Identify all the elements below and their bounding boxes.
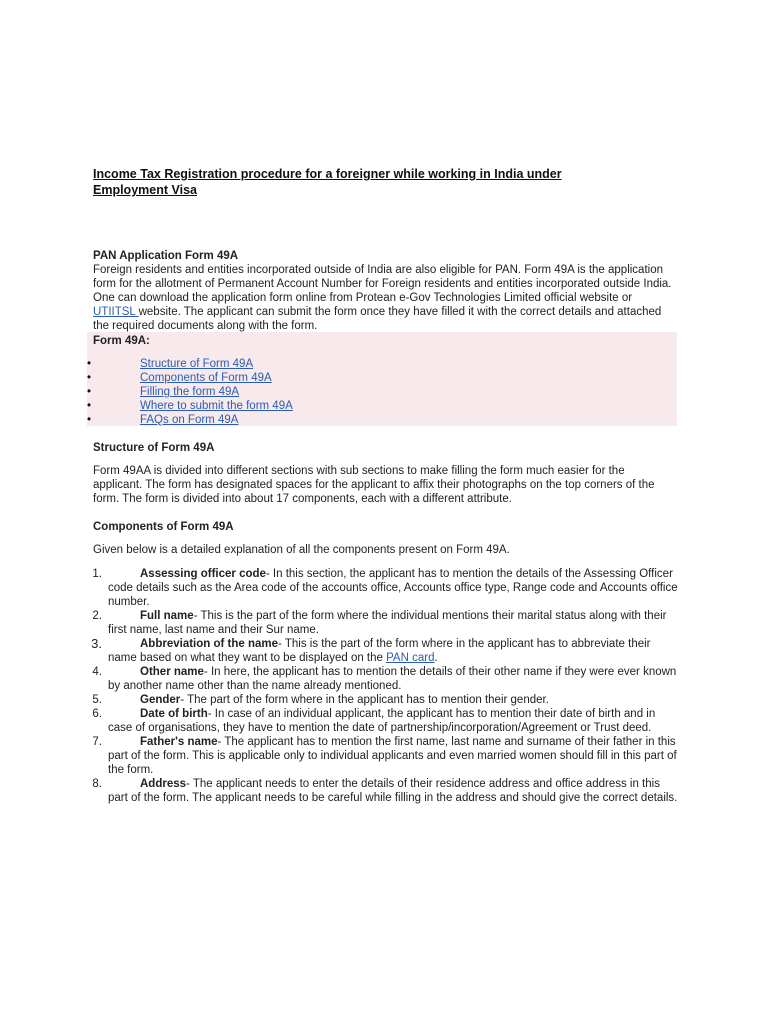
components-heading: Components of Form 49A (93, 521, 234, 533)
item-term: Date of birth (140, 708, 208, 720)
item-desc: - In case of an individual applicant, the applicant has to mention their date of birth and in case of organisations, they have to mention the date of partnership/incorporation/Agreement or Trust deed. (108, 708, 656, 734)
structure-heading: Structure of Form 49A (93, 442, 215, 454)
item-term: Father's name (140, 736, 218, 748)
link-components[interactable]: Components of Form 49A (140, 372, 272, 384)
item-term: Assessing officer code (140, 568, 266, 580)
item-number: 4. (92, 666, 102, 678)
pan-text-1: Foreign residents and entities incorporated outside of India are also eligible for PAN. Form 49A is the application form for the allotment of Permanent Account Number for Foreign residents and entities incorporated outside India. One can download the application form online from Protean e-Gov Technologies Limited official website or (93, 264, 672, 304)
item-desc: - The applicant has to mention the first name, last name and surname of their father in this part of the form. This is applicable only to individual applicants and even married women should fill in this part of the form. (108, 736, 677, 776)
item-term: Abbreviation of the name (140, 638, 279, 650)
form-49a-heading: Form 49A: (93, 335, 150, 347)
item-desc: - The applicant needs to enter the details of their residence address and office address in this part of the form. The applicant needs to be careful while filling in the address and should give the correct details. (108, 778, 678, 804)
item-number: 3. (91, 636, 102, 651)
structure-section (93, 441, 677, 506)
item-term: Other name (140, 666, 204, 678)
document-page (93, 166, 677, 333)
bullet-icon: • (87, 372, 92, 384)
item-desc: - This is the part of the form where in the applicant has to abbreviate their name based on what they want to be displayed on the (108, 638, 651, 664)
item-desc: - In here, the applicant has to mention the details of their other name if they were ever known by another name other than the name already mentioned. (108, 666, 677, 692)
list-item (80, 567, 680, 609)
item-term: Full name (140, 610, 194, 622)
page-title: Income Tax Registration procedure for a foreigner while working in India under Employment Visa (93, 167, 562, 197)
item-desc: - The part of the form where in the applicant has to mention their gender. (180, 694, 549, 706)
pan-text-2: website. The applicant can submit the form once they have filled it with the correct details and attached the required documents along with the form. (93, 306, 662, 332)
link-filling[interactable]: Filling the form 49A (140, 386, 240, 398)
structure-paragraph: Form 49AA is divided into different sections with sub sections to make filling the form much easier for the applicant. The form has designated spaces for the applicant to affix their photographs on the top corners of the form. The form is divided into about 17 components, each with a different attribute. (93, 465, 655, 505)
list-item (80, 735, 680, 777)
item-number: 7. (92, 736, 102, 748)
bullet-icon: • (87, 386, 92, 398)
item-number: 1. (92, 568, 102, 580)
list-item (80, 693, 680, 707)
link-structure[interactable]: Structure of Form 49A (140, 358, 254, 370)
item-desc: - This is the part of the form where the individual mentions their marital status along with their first name, last name and their Sur name. (108, 610, 667, 636)
item-desc-end: . (434, 652, 438, 664)
list-item (80, 777, 680, 805)
item-number: 5. (92, 694, 102, 706)
components-intro: Given below is a detailed explanation of all the components present on Form 49A. (93, 544, 510, 556)
bullet-icon: • (87, 414, 92, 426)
list-item (80, 609, 680, 637)
bullet-icon: • (87, 358, 92, 370)
form-49a-box (87, 332, 677, 426)
item-desc: - In this section, the applicant has to mention the details of the Assessing Officer code details such as the Area code of the accounts office, Accounts office type, Range code and Accounts office number. (108, 568, 678, 608)
list-item (80, 707, 680, 735)
components-section (93, 520, 677, 557)
item-number: 8. (92, 778, 102, 790)
item-number: 6. (92, 708, 102, 720)
pan-heading: PAN Application Form 49A (93, 250, 239, 262)
pan-paragraph (93, 263, 673, 333)
item-term: Address (140, 778, 187, 790)
link-where-to-submit[interactable]: Where to submit the form 49A (140, 400, 293, 412)
item-term: Gender (140, 694, 181, 706)
utiitsl-link[interactable]: UTIITSL (93, 306, 139, 318)
item-number: 2. (92, 610, 102, 622)
list-item (80, 637, 680, 665)
link-faqs[interactable]: FAQs on Form 49A (140, 414, 239, 426)
list-item (80, 665, 680, 693)
pan-card-link[interactable]: PAN card (386, 652, 435, 664)
components-list (80, 567, 680, 805)
bullet-icon: • (87, 400, 92, 412)
